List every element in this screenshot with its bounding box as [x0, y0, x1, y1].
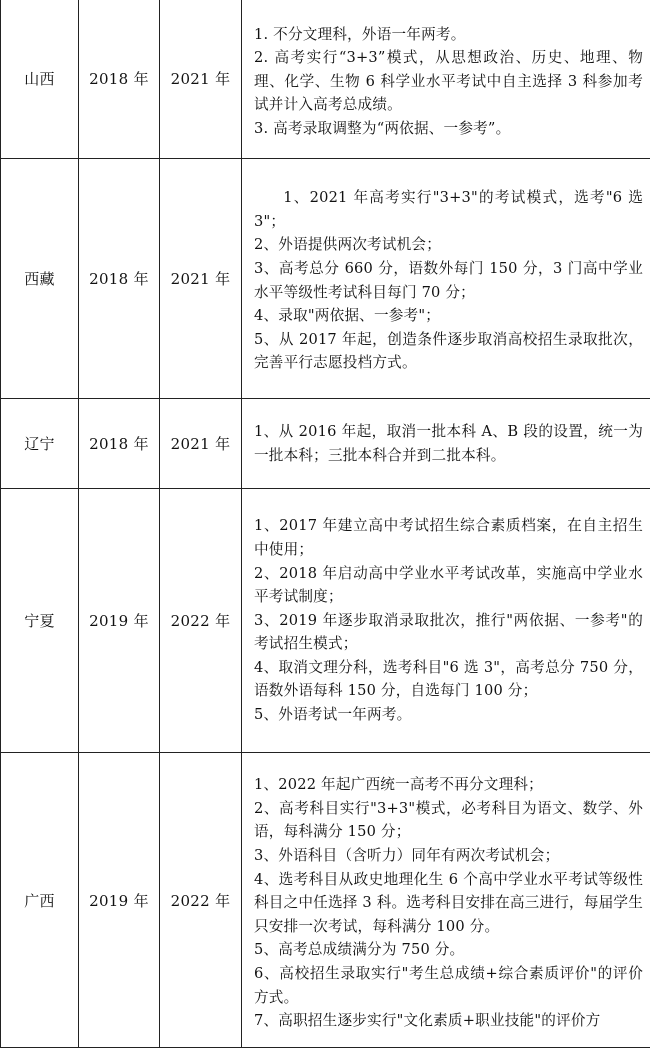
province-cell: 山西 [1, 0, 79, 159]
reform-detail-item: 6、高校招生录取实行"考生总成绩+综合素质评价"的评价方式。 [254, 962, 643, 1009]
reform-detail-item: 1、2017 年建立高中考试招生综合素质档案，在自主招生中使用； [254, 514, 643, 561]
start-year-cell: 2018 年 [79, 0, 160, 159]
province-cell: 宁夏 [1, 489, 79, 753]
reform-details-cell [242, 0, 650, 159]
reform-detail-item: 3. 高考录取调整为“两依据、一参考”。 [254, 117, 643, 141]
reform-detail-item: 4、录取"两依据、一参考"； [254, 304, 643, 328]
reform-detail-item: 5、高考总成绩满分为 750 分。 [254, 938, 643, 962]
reform-detail-item: 2. 高考实行“3+3”模式，从思想政治、历史、地理、物理、化学、生物 6 科学业水平考试中自主选择 3 科参加考试并计入高考总成绩。 [254, 46, 643, 117]
province-cell: 辽宁 [1, 399, 79, 489]
reform-detail-item: 4、选考科目从政史地理化生 6 个高中学业水平考试等级性科目之中任选择 3 科。选考科目安排在高三进行，每届学生只安排一次考试，每科满分 100 分。 [254, 868, 643, 939]
reform-detail-item: 2、2018 年启动高中学业水平考试改革，实施高中学业水平考试制度； [254, 562, 643, 609]
reform-details-cell [242, 159, 650, 399]
reform-detail-item: 3、高考总分 660 分，语数外每门 150 分，3 门高中学业水平等级性考试科目每门 70 分； [254, 257, 643, 304]
reform-detail-item: 5、从 2017 年起，创造条件逐步取消高校招生录取批次，完善平行志愿投档方式。 [254, 328, 643, 375]
reform-detail-item: 5、外语考试一年两考。 [254, 703, 643, 727]
reform-detail-item: 1、2021 年高考实行"3+3"的考试模式，选考"6 选 3"； [254, 186, 643, 233]
reform-detail-item: 1. 不分文理科，外语一年两考。 [254, 23, 643, 47]
table-row-guangxi [1, 753, 650, 1048]
end-year-cell: 2021 年 [160, 0, 242, 159]
start-year-cell: 2018 年 [79, 399, 160, 489]
reform-detail-item: 3、2019 年逐步取消录取批次，推行"两依据、一参考"的考试招生模式； [254, 609, 643, 656]
table-row-liaoning [1, 399, 650, 489]
province-cell: 西藏 [1, 159, 79, 399]
reform-details-cell [242, 753, 650, 1048]
end-year-cell: 2022 年 [160, 753, 242, 1048]
table-row-xizang [1, 159, 650, 399]
end-year-cell: 2021 年 [160, 399, 242, 489]
table-row-shanxi [1, 0, 650, 159]
reform-detail-item: 2、外语提供两次考试机会； [254, 233, 643, 257]
table-row-ningxia [1, 489, 650, 753]
reform-details-cell [242, 489, 650, 753]
reform-detail-item: 2、高考科目实行"3+3"模式，必考科目为语文、数学、外语，每科满分 150 分； [254, 797, 643, 844]
reform-detail-item: 7、高职招生逐步实行"文化素质+职业技能"的评价方 [254, 1009, 643, 1033]
start-year-cell: 2019 年 [79, 753, 160, 1048]
start-year-cell: 2019 年 [79, 489, 160, 753]
end-year-cell: 2022 年 [160, 489, 242, 753]
province-cell: 广西 [1, 753, 79, 1048]
end-year-cell: 2021 年 [160, 159, 242, 399]
start-year-cell: 2018 年 [79, 159, 160, 399]
reform-detail-item: 1、从 2016 年起，取消一批本科 A、B 段的设置，统一为一批本科；三批本科合并到二批本科。 [254, 420, 643, 467]
reform-details-cell [242, 399, 650, 489]
reform-detail-item: 4、取消文理分科，选考科目"6 选 3"，高考总分 750 分，语数外语每科 150 分，自选每门 100 分； [254, 656, 643, 703]
reform-detail-item: 3、外语科目（含听力）同年有两次考试机会； [254, 844, 643, 868]
reform-detail-item: 1、2022 年起广西统一高考不再分文理科； [254, 773, 643, 797]
